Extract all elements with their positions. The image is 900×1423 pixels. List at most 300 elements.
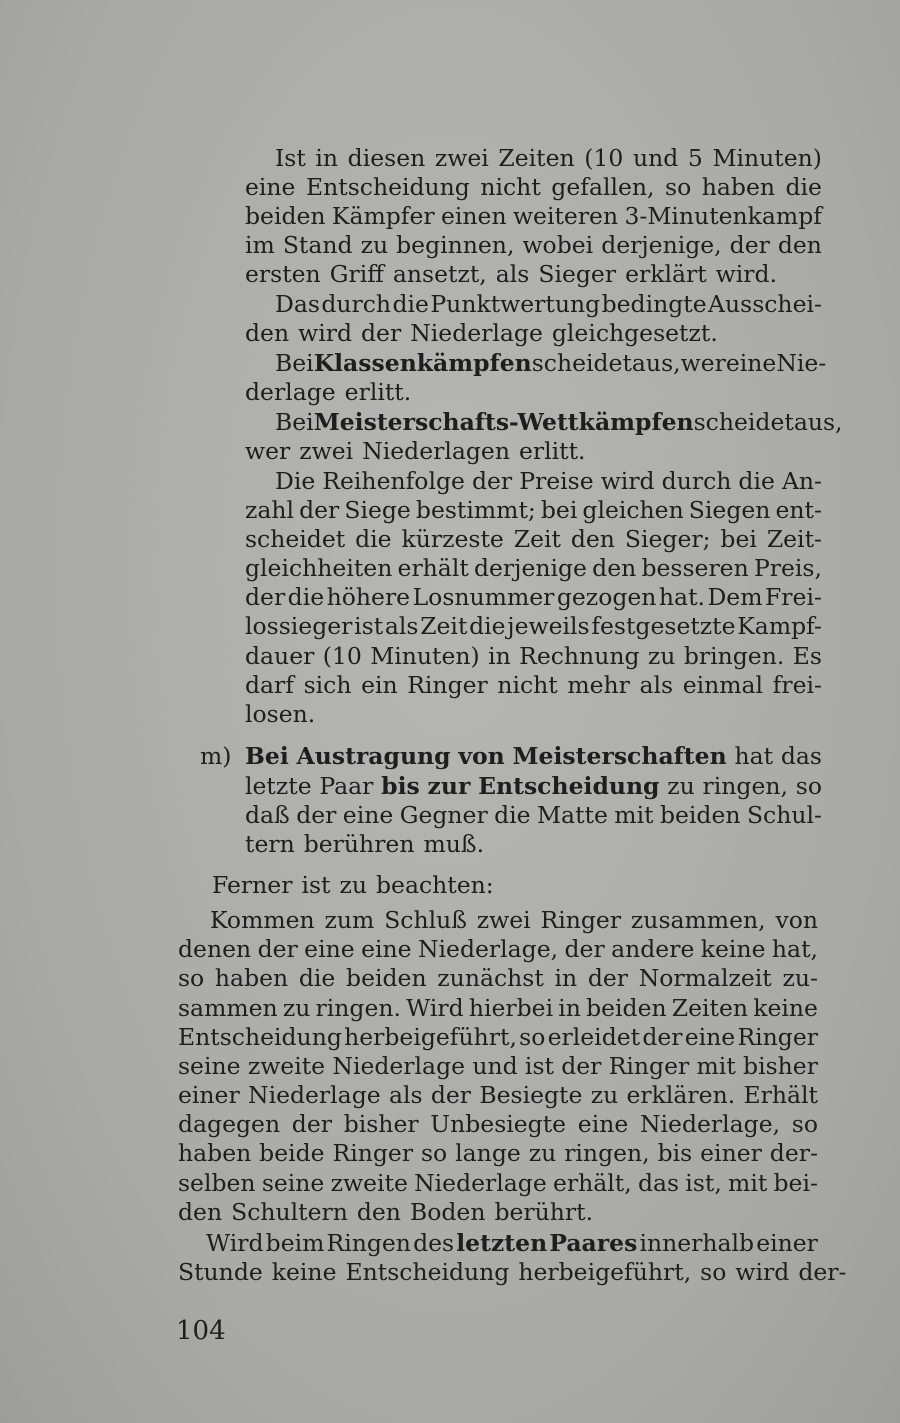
word: ein (361, 671, 398, 699)
word: bestimmt; (415, 496, 536, 524)
word: derlage (245, 378, 336, 406)
word: mit (614, 801, 654, 829)
word: kürzeste (401, 525, 504, 553)
text-line (245, 741, 822, 771)
word: Austragung (296, 742, 451, 770)
word: zu- (782, 964, 818, 992)
word: und (632, 144, 679, 172)
word: tern (245, 830, 295, 858)
word: ist (301, 871, 331, 899)
word: Niederlagen (362, 437, 510, 465)
word: zwei (434, 144, 489, 172)
word: nicht (497, 671, 558, 699)
word: Meisterschafts-Wettkämpfen (313, 408, 694, 436)
word: zusammen, (630, 906, 766, 934)
text-line (178, 993, 818, 1023)
word: wer (680, 349, 726, 377)
word: ersten (245, 260, 321, 288)
word: seine (261, 1169, 325, 1197)
word: den (356, 1198, 401, 1226)
word: das (637, 1169, 680, 1197)
word: haben (214, 964, 289, 992)
word: Stand (282, 231, 353, 259)
word: mit (728, 1169, 768, 1197)
word: Schultern (231, 1198, 348, 1226)
page-number: 104 (176, 1316, 226, 1346)
word: derjenige (473, 554, 587, 582)
word: so (700, 1258, 727, 1286)
word: Entscheidung (345, 1258, 510, 1286)
word: der (257, 935, 298, 963)
word: in (554, 964, 578, 992)
word: zwei (476, 906, 531, 934)
word: hat. (658, 583, 705, 611)
word: erleidet (547, 1023, 641, 1051)
word: Minuten) (712, 144, 822, 172)
word: beiden (346, 964, 427, 992)
word: der (642, 1023, 683, 1051)
word: letzten (456, 1229, 548, 1257)
word: eine (725, 349, 777, 377)
word: Sieger; (624, 525, 711, 553)
word: ist, (685, 1169, 722, 1197)
word: scheidet (245, 525, 346, 553)
word: hierbei (468, 994, 554, 1022)
word: Ringen (326, 1229, 411, 1257)
word: Kampf- (737, 612, 822, 640)
word: Wird (406, 994, 464, 1022)
word: bringen. (683, 642, 785, 670)
word: der (564, 935, 605, 963)
word: Entscheidung (478, 772, 660, 800)
word: wird (735, 1258, 790, 1286)
word: lange (455, 1139, 521, 1167)
word: eine (577, 1110, 629, 1138)
word: der (296, 801, 337, 829)
word: der (299, 496, 340, 524)
word: gleichheiten (245, 554, 393, 582)
word: dauer (245, 642, 315, 670)
word: so (791, 1110, 818, 1138)
word: ent- (775, 496, 822, 524)
word: jeweils (507, 612, 590, 640)
word: gefallen, (551, 173, 655, 201)
word: das (780, 742, 822, 770)
word: Gegner (399, 801, 488, 829)
word: Niederlage, (417, 935, 559, 963)
word: so (421, 1139, 448, 1167)
word: einmal (682, 671, 764, 699)
word: zu (667, 772, 695, 800)
word: berühren (303, 830, 415, 858)
word: der (729, 231, 770, 259)
word: erklären. (626, 1081, 736, 1109)
word: erhält (397, 554, 469, 582)
word: Niederlage (332, 1052, 466, 1080)
word: denen (178, 935, 252, 963)
word: die (392, 290, 429, 318)
word: eine (361, 935, 412, 963)
word: eine (684, 1023, 736, 1051)
word: wer (245, 437, 291, 465)
text-line (245, 524, 822, 554)
word: zu (528, 1139, 557, 1167)
text-line (178, 1197, 602, 1227)
text-line (178, 1138, 818, 1168)
word: ist (524, 1052, 554, 1080)
word: den (245, 319, 290, 347)
word: in (488, 642, 511, 670)
word: ist (354, 612, 384, 640)
word: der- (798, 1258, 847, 1286)
word: Matte (537, 801, 608, 829)
word: der (361, 319, 402, 347)
text-line (245, 377, 420, 407)
word: zu (360, 231, 389, 259)
word: der- (769, 1139, 818, 1167)
text-line (178, 963, 818, 993)
word: im (245, 231, 275, 259)
word: erlitt. (518, 437, 586, 465)
word: der (245, 583, 286, 611)
text-line (178, 934, 818, 964)
word: die (287, 583, 325, 611)
word: die (785, 173, 822, 201)
text-line (245, 670, 822, 700)
word: Kämpfer (331, 202, 435, 230)
text-line (178, 1109, 818, 1139)
word: durch (321, 290, 392, 318)
word: 3-Minutenkampf (624, 202, 822, 230)
word: haben (178, 1139, 252, 1167)
word: Ist (275, 144, 306, 172)
word: Ringer (737, 1023, 818, 1051)
word: höhere (326, 583, 411, 611)
word: des (413, 1229, 455, 1257)
word: die (469, 612, 506, 640)
word: der (561, 1052, 602, 1080)
word: Losnummer (412, 583, 555, 611)
word: Das (275, 290, 320, 318)
word: eine (304, 935, 355, 963)
text-line (245, 699, 324, 729)
word: keine (700, 935, 766, 963)
word: bedingte (601, 290, 707, 318)
word: herbeigeführt, (518, 1258, 692, 1286)
word: den (178, 1198, 223, 1226)
word: bei (720, 525, 757, 553)
text-line (178, 1051, 818, 1081)
word: der (587, 964, 629, 992)
word: zunächst (437, 964, 544, 992)
word: einer (700, 1139, 762, 1167)
word: bisher (743, 1052, 818, 1080)
word: Bei (245, 742, 289, 770)
text-line (245, 259, 786, 289)
word: Schul- (746, 801, 822, 829)
word: Nie- (776, 349, 827, 377)
word: Zeit (513, 525, 561, 553)
word: eine (342, 801, 394, 829)
word: daß (245, 801, 290, 829)
word: beachten: (376, 871, 494, 899)
word: Wird (206, 1229, 264, 1257)
word: Zeiten (671, 994, 749, 1022)
word: Zeit (420, 612, 468, 640)
word: Besiegte (479, 1081, 583, 1109)
word: Normalzeit (638, 964, 772, 992)
word: nicht (480, 173, 541, 201)
text-line (275, 289, 822, 319)
text-line (206, 1228, 818, 1258)
word: An- (781, 467, 822, 495)
word: Niederlage (414, 1169, 547, 1197)
word: wobei (522, 231, 594, 259)
word: zu (339, 871, 367, 899)
word: (10 (322, 642, 362, 670)
word: Niederlage, (639, 1110, 781, 1138)
word: keine (753, 994, 818, 1022)
word: haben (701, 173, 775, 201)
word: seine (178, 1052, 241, 1080)
text-line (275, 143, 822, 173)
word: beiden (586, 994, 667, 1022)
word: Paar (319, 772, 374, 800)
word: der (430, 1081, 472, 1109)
word: mehr (567, 671, 630, 699)
word: die (738, 467, 775, 495)
word: Minuten) (370, 642, 480, 670)
word: den (570, 525, 615, 553)
word: beiden (659, 801, 741, 829)
word: Frei- (765, 583, 822, 611)
word: Bei (275, 408, 314, 436)
word: hat, (771, 935, 818, 963)
word: erlitt. (344, 378, 412, 406)
word: lossieger (245, 612, 353, 640)
text-line (245, 641, 822, 671)
word: einer (178, 1081, 240, 1109)
word: Preise (519, 467, 594, 495)
text-line (245, 172, 822, 202)
word: von (775, 906, 818, 934)
text-line (245, 800, 822, 830)
word: bei- (773, 1169, 818, 1197)
word: hat (734, 742, 774, 770)
word: bis (381, 772, 420, 800)
word: sich (303, 671, 352, 699)
word: bisher (343, 1110, 419, 1138)
word: ringen, (702, 772, 788, 800)
word: gezogen (556, 583, 657, 611)
word: Stunde (178, 1258, 263, 1286)
text-line (245, 318, 727, 348)
word: Rechnung (519, 642, 640, 670)
word: Bei (275, 349, 314, 377)
word: zweite (247, 1052, 326, 1080)
text-line (245, 495, 822, 525)
word: herbeigeführt, (344, 1023, 517, 1051)
word: scheidet (693, 408, 794, 436)
word: durch (661, 467, 732, 495)
word: die (298, 964, 336, 992)
word: als (495, 260, 530, 288)
word: mit (696, 1052, 736, 1080)
word: Ferner (212, 871, 293, 899)
word: zahl (245, 496, 295, 524)
word: Griff (329, 260, 384, 288)
word: berührt. (494, 1198, 594, 1226)
word: Preis, (753, 554, 822, 582)
text-line (245, 553, 822, 583)
word: bis (657, 1139, 693, 1167)
word: bei (540, 496, 578, 524)
word: als (384, 612, 419, 640)
list-marker: m) (200, 742, 232, 770)
word: Kommen (210, 906, 315, 934)
word: Es (792, 642, 822, 670)
word: beginnen, (396, 231, 515, 259)
text-line (178, 1022, 818, 1052)
word: Siegen (688, 496, 771, 524)
word: derjenige, (601, 231, 722, 259)
word: Ringer (608, 1052, 690, 1080)
word: Ringer (407, 671, 488, 699)
word: beide (259, 1139, 325, 1167)
word: ringen, (564, 1139, 650, 1167)
word: Boden (409, 1198, 486, 1226)
word: Reihenfolge (322, 467, 465, 495)
word: Erhält (743, 1081, 818, 1109)
word: so (519, 1023, 546, 1051)
word: der (471, 467, 513, 495)
word: die (494, 801, 531, 829)
word: festgesetzte (591, 612, 736, 640)
word: Meisterschaften (512, 742, 727, 770)
text-line (212, 870, 503, 900)
word: Siege (344, 496, 411, 524)
word: zu (647, 642, 676, 670)
word: Ringer (540, 906, 622, 934)
word: zu (282, 994, 311, 1022)
word: in (315, 144, 339, 172)
text-line (178, 1080, 818, 1110)
word: die (355, 525, 392, 553)
word: Niederlage (410, 319, 543, 347)
word: erklärt (625, 260, 707, 288)
word: ringen. (315, 994, 401, 1022)
word: der (291, 1110, 332, 1138)
word: zweite (330, 1169, 408, 1197)
word: so (178, 964, 205, 992)
word: aus, (793, 408, 843, 436)
word: Ringer (332, 1139, 414, 1167)
word: wird. (715, 260, 778, 288)
text-line (275, 348, 827, 378)
word: Niederlage (248, 1081, 381, 1109)
text-line (245, 771, 822, 801)
word: den (592, 554, 637, 582)
word: so (795, 772, 822, 800)
word: innerhalb (639, 1229, 755, 1257)
word: Entscheidung (178, 1023, 342, 1051)
word: andere (611, 935, 695, 963)
word: letzte (245, 772, 312, 800)
word: so (665, 173, 692, 201)
text-line (245, 829, 493, 859)
word: Zeit- (766, 525, 822, 553)
word: einen (440, 202, 507, 230)
word: einer (756, 1229, 818, 1257)
word: darf (245, 671, 294, 699)
word: besseren (641, 554, 749, 582)
word: als (388, 1081, 423, 1109)
text-line (178, 1168, 818, 1198)
word: wird (298, 319, 353, 347)
word: zur (427, 772, 471, 800)
word: Unbesiegte (430, 1110, 567, 1138)
text-line (245, 436, 595, 466)
word: frei- (772, 671, 822, 699)
word: Klassenkämpfen (313, 349, 532, 377)
text-line (275, 407, 843, 437)
text-line (275, 466, 822, 496)
word: Dem (707, 583, 763, 611)
word: 5 (687, 144, 703, 172)
word: zwei (299, 437, 354, 465)
word: in (558, 994, 581, 1022)
word: sammen (178, 994, 278, 1022)
word: muß. (423, 830, 485, 858)
word: aus, (631, 349, 681, 377)
word: weiteren (512, 202, 619, 230)
word: scheidet (531, 349, 632, 377)
word: erhält, (552, 1169, 632, 1197)
word: Paares (549, 1229, 638, 1257)
word: den (777, 231, 822, 259)
word: Sieger (538, 260, 617, 288)
word: (10 (584, 144, 624, 172)
word: Punktwertung (430, 290, 601, 318)
word: von (458, 742, 505, 770)
word: beiden (245, 202, 326, 230)
text-line (245, 582, 822, 612)
word: wird (600, 467, 655, 495)
word: Ausschei- (708, 290, 822, 318)
word: zum (324, 906, 375, 934)
word: als (639, 671, 674, 699)
word: keine (271, 1258, 337, 1286)
word: beim (265, 1229, 325, 1257)
text-line (178, 1257, 855, 1287)
word: Entscheidung (305, 173, 470, 201)
word: dagegen (178, 1110, 281, 1138)
text-line (245, 201, 822, 231)
word: und (472, 1052, 518, 1080)
word: gleichgesetzt. (551, 319, 718, 347)
text-line (245, 611, 822, 641)
word: selben (178, 1169, 256, 1197)
word: diesen (347, 144, 426, 172)
word: gleichen (582, 496, 684, 524)
word: ansetzt, (392, 260, 487, 288)
text-line (245, 230, 822, 260)
word: Schluß (384, 906, 467, 934)
word: losen. (245, 700, 316, 728)
text-line (210, 905, 818, 935)
word: zu (590, 1081, 619, 1109)
word: Die (275, 467, 316, 495)
